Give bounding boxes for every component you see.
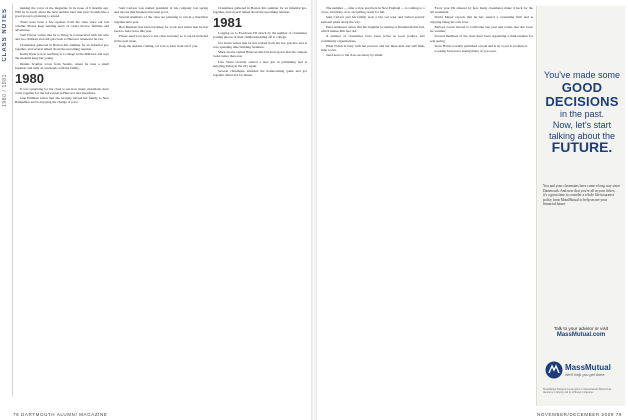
right-page [317,0,628,420]
paragraph: Send news to the class secretary by email. [326,53,384,58]
paragraph: Classmates gathered in Boston this summer for an informal get-together, and several talked about the upcoming reunion. [213,6,307,15]
ad-body-text: You and your classmates have come a long way since Dartmouth. And now that you're all in your fifties, it's a great time to consider a whole life insurance policy from MassMutual to help secure your financial future. [543,184,620,207]
paragraph: Sam Carlson and his family took a trip out west and visited several national parks along the way. [321,15,425,24]
ad-headline-emphasis: GOOD DECISIONS [545,80,619,109]
paragraph: Peter Anderson writes that his daughter is starting at Dartmouth this fall, which makes him feel old. [321,24,425,34]
paragraph: Logging on to Facebook I'm struck by the number of classmates posting photos of their children heading off to college. [213,31,307,40]
paragraph: making the cover of the magazine in its issue of 6 months ago. Will be in touch about the next reunion later this year. Sounds like a good group is planning to attend. [15,6,109,19]
paragraph: Several members of the class have been organizing a mini-reunion for next spring. [429,34,533,43]
paragraph: Jon Grant writes that he has retired from his law practice and is now spending time building furniture. [213,40,307,49]
right-column-2 [430,6,534,396]
paragraph: Ellen Nolan is busy with her practice and her three kids and still finds time to run. [321,43,425,52]
left-column-2 [114,6,208,396]
ad-logo-name: MassMutual [565,363,611,372]
paragraph: A number of classmates have been active in local politics and community organizations. [321,34,425,43]
ad-subheadline-emphasis: FUTURE. [551,139,613,155]
paragraph: Dennis Scanlan wrote from Seattle, where he runs a small business and sails on weekends with his family. [15,61,109,70]
paragraph: The summer — after a slow start here in New England — is coming to a close, and many of us are getting ready for fall. [321,6,425,15]
ad-url-link[interactable]: MassMutual.com [556,332,606,338]
ad-body [543,184,620,209]
paragraph: Several classmates attended the homecoming game and got together afterward for dinner. [213,69,307,78]
section-label: CLASS NOTES [2,8,8,62]
ad-tagline: We'll help you get there. [565,373,606,377]
sidebar [1,0,12,400]
paragraph: Keep the updates coming; we love to hear from all of you. [119,43,199,48]
ad-headline-line: in the past. [559,109,605,119]
left-columns [15,6,307,396]
sidebar-years: 1980 / 1981 [2,74,8,108]
paragraph: Kathy Ryan is now teaching at a college in the Midwest and says the students keep her young. [15,52,109,61]
paragraph: Jane Pullman writes that she recently moved her family to New Hampshire and is enjoying the change of pace. [15,96,109,105]
ad-headline-line: You've made some [544,70,620,80]
paragraph: Bob Reinhart has been traveling for work and writes that he has been to Asia twice this year. [114,24,208,34]
paragraph: Barbara Lewis moved to California last year and writes that she loves the weather. [429,24,533,34]
right-columns [321,6,533,396]
page-footer-right: NOVEMBER/DECEMBER 2009 79 [536,412,622,417]
paragraph: There have been a few updates from the class since our last column. Please keep sending news of career moves, families and adventures. [15,19,109,32]
ad-subheadline [542,120,622,153]
ad-subheadline-line: Now, let's start talking about the [548,120,616,141]
paragraph: Several members of the class are planning to run in a marathon together next year. [114,15,208,24]
insurance-advertisement [536,6,625,406]
paragraph: Lisa Stone recently started a new job in publishing and is enjoying living in the city again. [213,59,307,68]
paragraph: David Meyer reports that he has started a consulting firm and is enjoying being his own boss. [429,15,533,24]
sidebar-rule [12,4,13,396]
class-year-heading: 1980 [15,70,44,86]
class-year-heading: 1981 [213,15,242,31]
ad-fine-print: MassMutual Financial Group refers to Massachusetts Mutual Life Insurance Company and its affiliated companies. [543,388,612,395]
left-page [0,0,311,420]
massmutual-logo-icon [545,361,563,379]
paragraph: It was surprising for the class to see how many classmates have come together for the fall events in Hanover and elsewhere. [15,86,109,95]
paragraph: Tom Dwyer writes that he is living in Connecticut with his wife and two children and still gets back to Hanover whenever he can. [15,33,109,42]
paragraph: Steve Harris recently published a book and is on a tour to promote it. [434,43,529,48]
paragraph: Every year I'm amazed by how many classmates make it back for the fall weekends. [429,6,533,15]
ad-headline [542,70,622,120]
paragraph: Classmates gathered in Boston this summer for an informal get-together, and several talked about the upcoming reunion. [15,42,109,51]
page-footer-left: 78 DARTMOUTH ALUMNI MAGAZINE [13,412,108,417]
ad-cta-text: Talk to your advisor or visit [553,326,609,331]
paragraph: Looking forward to seeing many of you soon. [434,49,497,54]
right-column-1 [321,6,425,396]
ad-call-to-action [541,326,621,338]
paragraph: Sam Carlson was named president of his company last spring and reports that business has been good. [114,6,208,15]
paragraph: Please send your news to the class secretary so it can be included in the next issue. [114,34,208,43]
ad-logo [543,358,621,395]
left-column-1 [15,6,109,396]
paragraph: Mark Jacobs visited Hanover this fall and reports that the campus looks better than ever. [213,50,307,59]
left-column-3 [213,6,307,396]
